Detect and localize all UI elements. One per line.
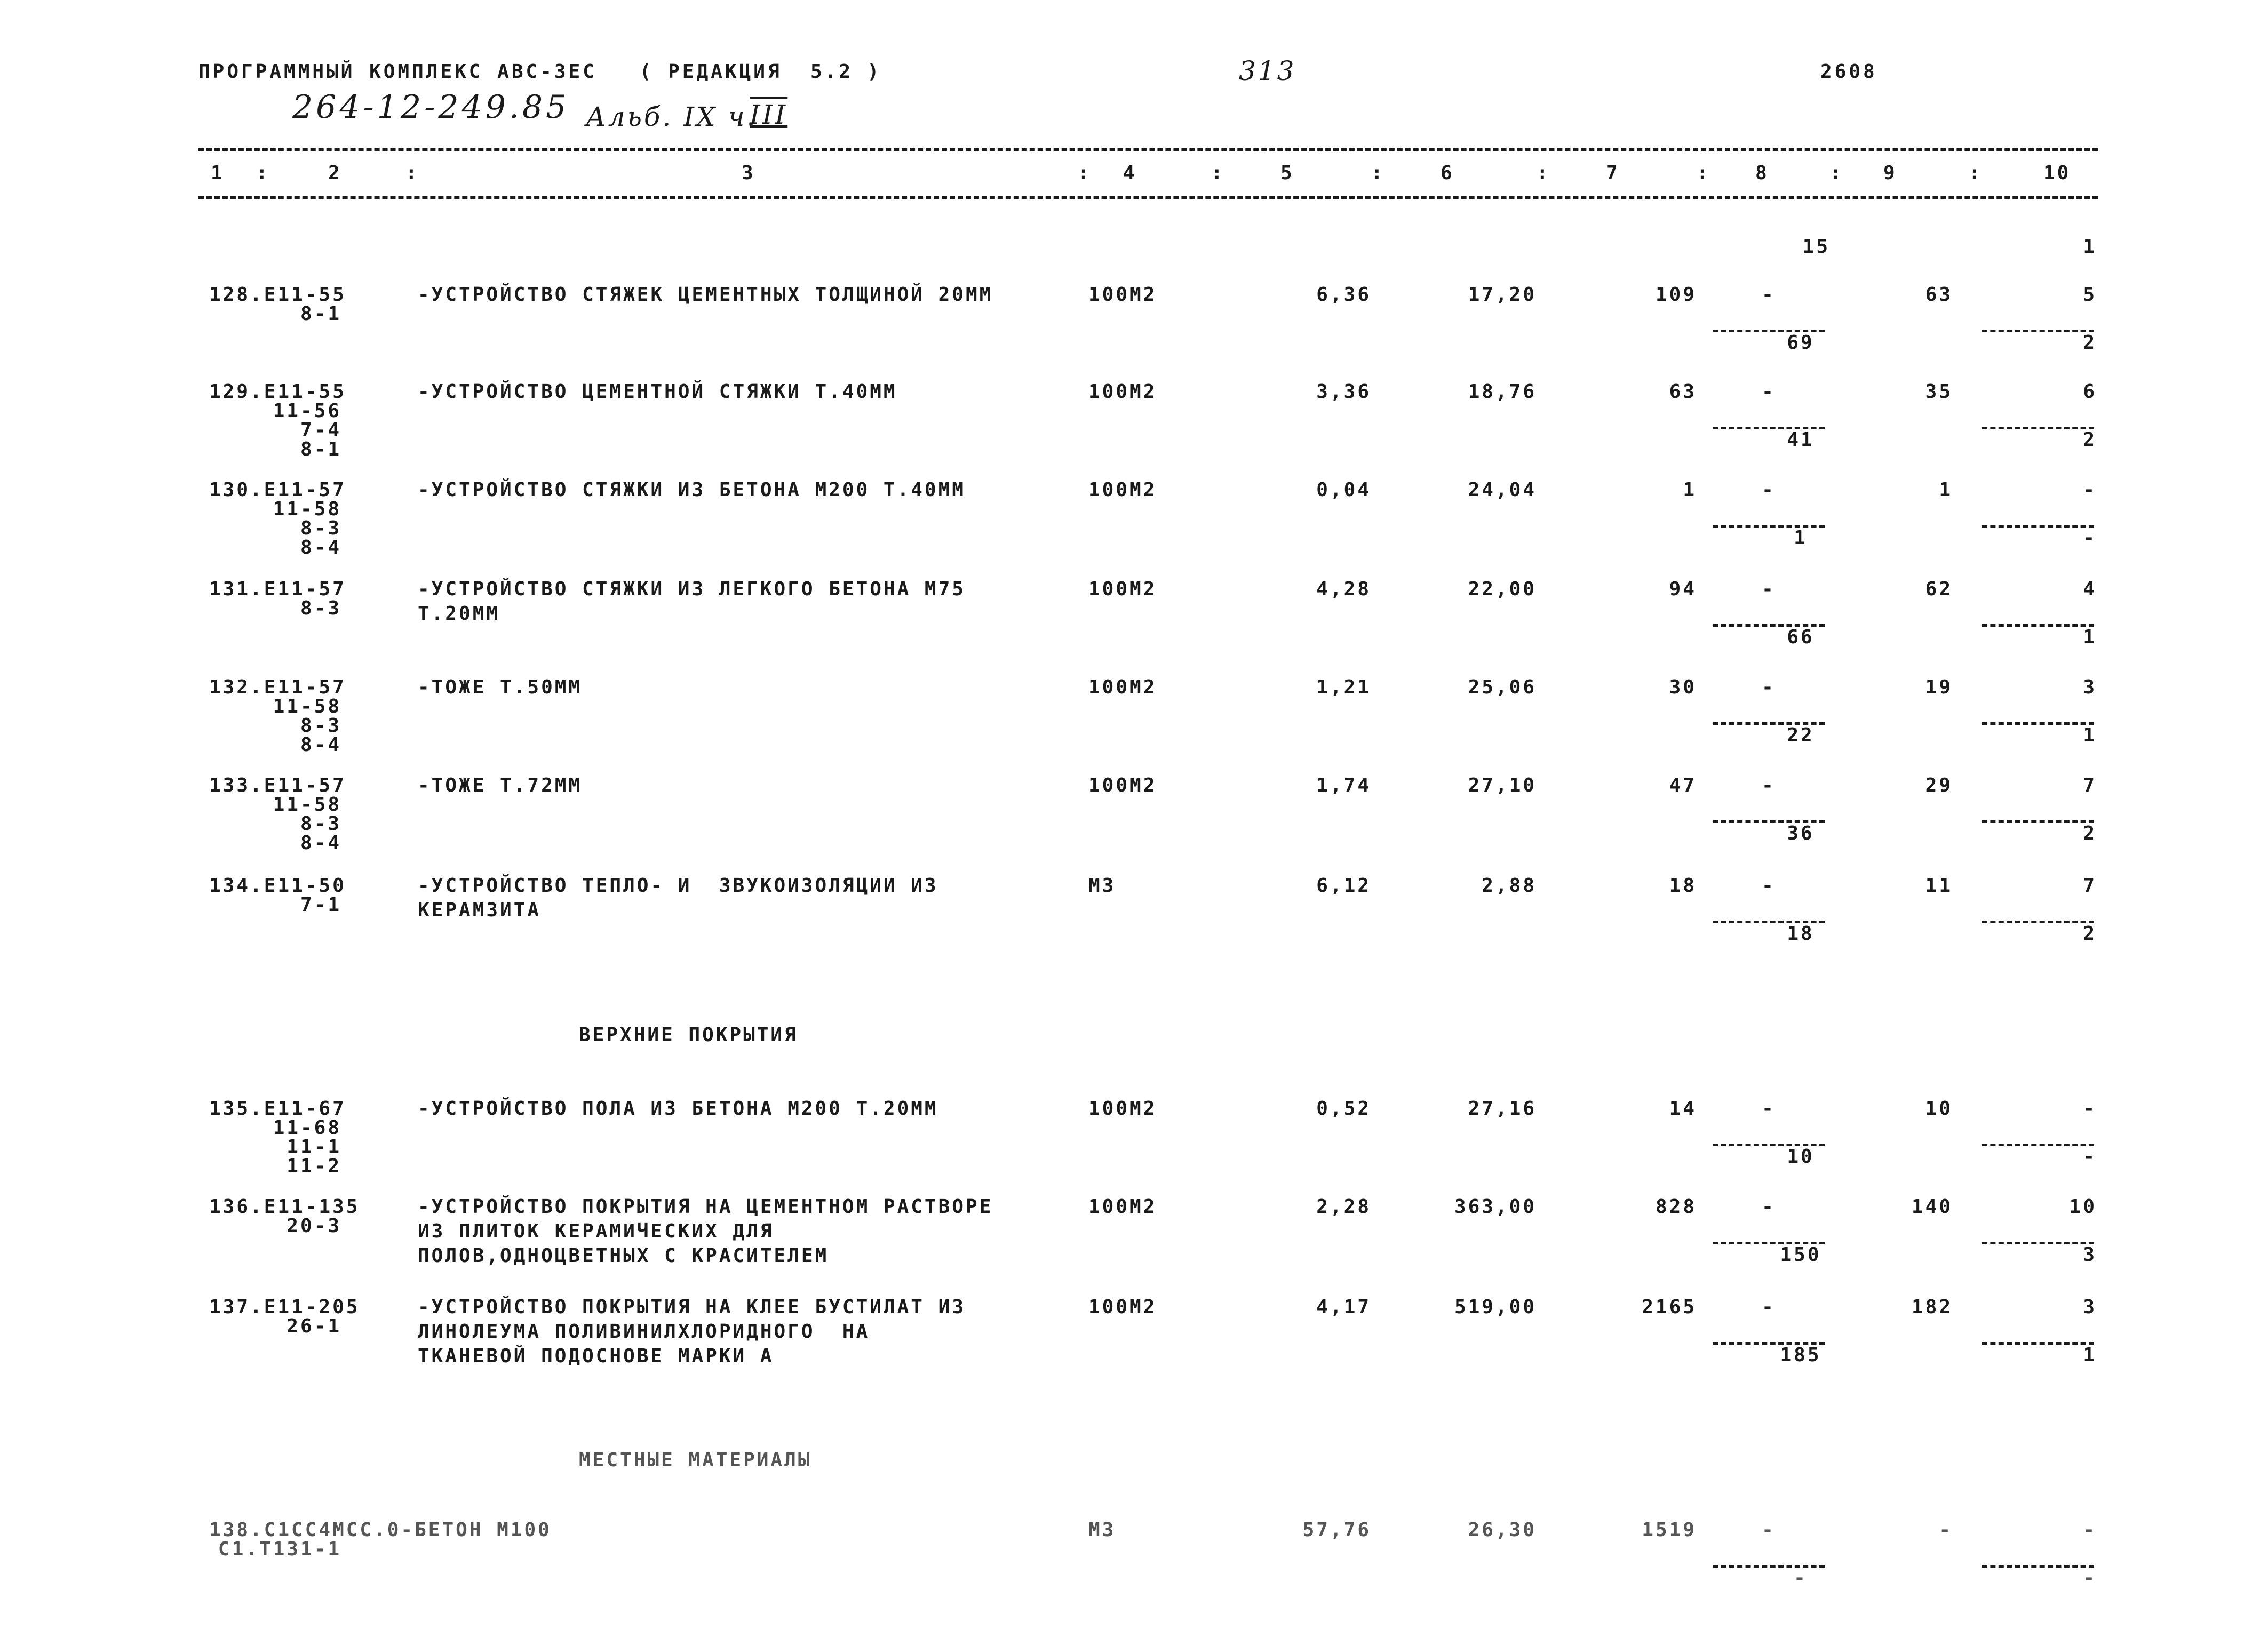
item-code: 136.Е11-135 bbox=[209, 1196, 360, 1218]
col10-denominator: - bbox=[2083, 1567, 2097, 1589]
item-total: 18 bbox=[1669, 875, 1697, 897]
item-code: 132.Е11-57 bbox=[209, 676, 346, 698]
header-rule-top bbox=[198, 148, 2098, 151]
col9-value: 11 bbox=[1925, 875, 1953, 897]
col8-numerator: - bbox=[1762, 1196, 1776, 1218]
item-subcode: 8-4 bbox=[300, 832, 341, 854]
item-description: -УСТРОЙСТВО СТЯЖЕК ЦЕМЕНТНЫХ ТОЛЩИНОЙ 20ММ bbox=[418, 284, 993, 306]
item-code: 130.Е11-57 bbox=[209, 479, 346, 501]
col10-numerator: 7 bbox=[2083, 875, 2097, 897]
item-quantity: 4,28 bbox=[1316, 578, 1371, 600]
col10-numerator: 5 bbox=[2083, 284, 2097, 306]
col10-numerator: 3 bbox=[2083, 676, 2097, 698]
col9-value: 140 bbox=[1911, 1196, 1953, 1218]
item-description: -УСТРОЙСТВО СТЯЖКИ ИЗ БЕТОНА М200 Т.40ММ bbox=[418, 479, 966, 501]
item-subcode: 11-58 bbox=[273, 498, 341, 520]
item-unit: 100М2 bbox=[1088, 479, 1157, 501]
item-subcode: 11-58 bbox=[273, 794, 341, 816]
column-number: 2 bbox=[328, 162, 342, 184]
item-subcode: 8-3 bbox=[300, 715, 341, 737]
item-subcode: 11-68 bbox=[273, 1117, 341, 1139]
column-separator: : bbox=[1537, 162, 1550, 184]
item-subcode: 8-1 bbox=[300, 303, 341, 325]
item-quantity: 6,12 bbox=[1316, 875, 1371, 897]
col10-denominator: 1 bbox=[2083, 724, 2097, 746]
col8-denominator: 185 bbox=[1780, 1344, 1821, 1366]
item-unit-price: 363,00 bbox=[1454, 1196, 1537, 1218]
item-unit-price: 2,88 bbox=[1482, 875, 1537, 897]
item-unit: 100М2 bbox=[1088, 284, 1157, 306]
col10-numerator: 3 bbox=[2083, 1296, 2097, 1318]
col8-numerator: - bbox=[1762, 479, 1776, 501]
album-note: Альб. IX ч. bbox=[586, 101, 758, 132]
column-separator: : bbox=[405, 162, 419, 184]
item-description: -ТОЖЕ Т.50ММ bbox=[418, 676, 583, 698]
item-subcode: 11-56 bbox=[273, 400, 341, 422]
item-unit: М3 bbox=[1088, 1519, 1116, 1541]
col10-numerator: 4 bbox=[2083, 578, 2097, 600]
item-subcode: 11-1 bbox=[287, 1136, 341, 1158]
item-quantity: 0,52 bbox=[1316, 1098, 1371, 1120]
item-subcode: 11-2 bbox=[287, 1155, 341, 1177]
col8-denominator: 1 bbox=[1794, 527, 1808, 549]
item-description: ТКАНЕВОЙ ПОДОСНОВЕ МАРКИ А bbox=[418, 1345, 774, 1367]
col10-numerator: 7 bbox=[2083, 774, 2097, 796]
item-total: 30 bbox=[1669, 676, 1697, 698]
col10-numerator: 6 bbox=[2083, 381, 2097, 403]
column-number: 3 bbox=[742, 162, 755, 184]
col8-numerator: - bbox=[1762, 676, 1776, 698]
col8-numerator: - bbox=[1762, 774, 1776, 796]
item-total: 47 bbox=[1669, 774, 1697, 796]
section-heading-top-coverings: ВЕРХНИЕ ПОКРЫТИЯ bbox=[579, 1024, 798, 1046]
item-subcode: 8-4 bbox=[300, 537, 341, 558]
item-unit-price: 26,30 bbox=[1468, 1519, 1537, 1541]
col9-value: - bbox=[1939, 1519, 1953, 1541]
col8-numerator: - bbox=[1762, 875, 1776, 897]
item-description: -УСТРОЙСТВО ЦЕМЕНТНОЙ СТЯЖКИ Т.40ММ bbox=[418, 381, 897, 403]
item-description: -УСТРОЙСТВО ТЕПЛО- И ЗВУКОИЗОЛЯЦИИ ИЗ bbox=[418, 875, 938, 897]
item-total: 1 bbox=[1683, 479, 1697, 501]
item-total: 63 bbox=[1669, 381, 1697, 403]
col9-value: 1 bbox=[1939, 479, 1953, 501]
item-code: 138.С1СС4МСС.0-БЕТОН М100 bbox=[209, 1519, 552, 1541]
col8-denominator: 41 bbox=[1787, 429, 1815, 451]
item-quantity: 1,21 bbox=[1316, 676, 1371, 698]
col8-denominator: 36 bbox=[1787, 822, 1815, 844]
column-separator: : bbox=[1371, 162, 1385, 184]
item-code: 128.Е11-55 bbox=[209, 284, 346, 306]
col10-numerator: - bbox=[2083, 1098, 2097, 1120]
item-subcode: 8-3 bbox=[300, 813, 341, 835]
item-code: 131.Е11-57 bbox=[209, 578, 346, 600]
col8-denominator: 18 bbox=[1787, 923, 1815, 945]
col9-value: 182 bbox=[1911, 1296, 1953, 1318]
item-code: 133.Е11-57 bbox=[209, 774, 346, 796]
item-code: 137.Е11-205 bbox=[209, 1296, 360, 1318]
item-subcode: 8-1 bbox=[300, 438, 341, 460]
col8-numerator: - bbox=[1762, 1519, 1776, 1541]
column-number: 8 bbox=[1755, 162, 1769, 184]
column-separator: : bbox=[1078, 162, 1092, 184]
col10-denominator: 2 bbox=[2083, 822, 2097, 844]
item-total: 1519 bbox=[1642, 1519, 1697, 1541]
column-number: 1 bbox=[211, 162, 225, 184]
column-separator: : bbox=[256, 162, 270, 184]
item-subcode: 7-1 bbox=[300, 894, 341, 916]
item-description: ИЗ ПЛИТОК КЕРАМИЧЕСКИХ ДЛЯ bbox=[418, 1220, 774, 1242]
item-unit: 100М2 bbox=[1088, 578, 1157, 600]
column-number: 10 bbox=[2043, 162, 2071, 184]
carry-col10: 1 bbox=[2083, 236, 2097, 258]
item-subcode: 26-1 bbox=[287, 1315, 341, 1337]
document-code: 2608 bbox=[1820, 61, 1877, 83]
col10-denominator: 3 bbox=[2083, 1244, 2097, 1266]
item-unit-price: 17,20 bbox=[1468, 284, 1537, 306]
item-subcode: 7-4 bbox=[300, 419, 341, 441]
col10-denominator: - bbox=[2083, 1146, 2097, 1168]
item-subcode: 8-3 bbox=[300, 597, 341, 619]
column-separator: : bbox=[1697, 162, 1710, 184]
item-quantity: 57,76 bbox=[1302, 1519, 1371, 1541]
item-description: -УСТРОЙСТВО СТЯЖКИ ИЗ ЛЕГКОГО БЕТОНА М75 bbox=[418, 578, 966, 600]
item-unit-price: 25,06 bbox=[1468, 676, 1537, 698]
page-number: 313 bbox=[1239, 55, 1296, 86]
program-title: ПРОГРАММНЫЙ КОМПЛЕКС АВС-ЗЕС ( РЕДАКЦИЯ 5.2 ) bbox=[198, 61, 882, 83]
item-code: 135.Е11-67 bbox=[209, 1098, 346, 1120]
item-description: -ТОЖЕ Т.72ММ bbox=[418, 774, 583, 796]
item-quantity: 3,36 bbox=[1316, 381, 1371, 403]
item-subcode: 20-3 bbox=[287, 1215, 341, 1237]
item-description: ПОЛОВ,ОДНОЦВЕТНЫХ С КРАСИТЕЛЕМ bbox=[418, 1245, 829, 1267]
col8-denominator: 10 bbox=[1787, 1146, 1815, 1168]
col9-value: 10 bbox=[1925, 1098, 1953, 1120]
col9-value: 29 bbox=[1925, 774, 1953, 796]
item-total: 14 bbox=[1669, 1098, 1697, 1120]
col10-denominator: 2 bbox=[2083, 429, 2097, 451]
item-total: 2165 bbox=[1642, 1296, 1697, 1318]
item-unit-price: 27,16 bbox=[1468, 1098, 1537, 1120]
item-description: -УСТРОЙСТВО ПОКРЫТИЯ НА ЦЕМЕНТНОМ РАСТВОРЕ bbox=[418, 1196, 993, 1218]
item-quantity: 1,74 bbox=[1316, 774, 1371, 796]
item-quantity: 4,17 bbox=[1316, 1296, 1371, 1318]
section-heading-local-materials: МЕСТНЫЕ МАТЕРИАЛЫ bbox=[579, 1449, 812, 1471]
item-description: КЕРАМЗИТА bbox=[418, 899, 542, 921]
col8-denominator: - bbox=[1794, 1567, 1808, 1589]
col8-denominator: 22 bbox=[1787, 724, 1815, 746]
item-total: 109 bbox=[1655, 284, 1697, 306]
col8-numerator: - bbox=[1762, 381, 1776, 403]
item-unit: 100М2 bbox=[1088, 1098, 1157, 1120]
col8-denominator: 150 bbox=[1780, 1244, 1821, 1266]
column-separator: : bbox=[1830, 162, 1844, 184]
col8-numerator: - bbox=[1762, 284, 1776, 306]
item-unit-price: 18,76 bbox=[1468, 381, 1537, 403]
carry-col8: 15 bbox=[1802, 236, 1830, 258]
item-quantity: 0,04 bbox=[1316, 479, 1371, 501]
item-total: 94 bbox=[1669, 578, 1697, 600]
col10-numerator: - bbox=[2083, 1519, 2097, 1541]
column-number: 9 bbox=[1883, 162, 1897, 184]
item-unit-price: 519,00 bbox=[1454, 1296, 1537, 1318]
album-part: III bbox=[750, 99, 788, 130]
item-unit: 100М2 bbox=[1088, 1196, 1157, 1218]
column-number: 4 bbox=[1123, 162, 1137, 184]
col9-value: 62 bbox=[1925, 578, 1953, 600]
col10-denominator: 2 bbox=[2083, 332, 2097, 354]
item-description: ЛИНОЛЕУМА ПОЛИВИНИЛХЛОРИДНОГО НА bbox=[418, 1321, 870, 1343]
item-description: -УСТРОЙСТВО ПОКРЫТИЯ НА КЛЕЕ БУСТИЛАТ ИЗ bbox=[418, 1296, 966, 1318]
col8-denominator: 66 bbox=[1787, 626, 1815, 648]
item-total: 828 bbox=[1655, 1196, 1697, 1218]
col10-denominator: 1 bbox=[2083, 1344, 2097, 1366]
col8-denominator: 69 bbox=[1787, 332, 1815, 354]
item-code: 134.Е11-50 bbox=[209, 875, 346, 897]
header-rule-bottom bbox=[198, 196, 2098, 199]
item-unit: 100М2 bbox=[1088, 1296, 1157, 1318]
col9-value: 19 bbox=[1925, 676, 1953, 698]
item-subcode: С1.Т131-1 bbox=[218, 1538, 341, 1560]
column-number: 7 bbox=[1606, 162, 1620, 184]
col10-denominator: - bbox=[2083, 527, 2097, 549]
column-number: 6 bbox=[1441, 162, 1454, 184]
item-quantity: 6,36 bbox=[1316, 284, 1371, 306]
item-subcode: 11-58 bbox=[273, 696, 341, 717]
col10-denominator: 2 bbox=[2083, 923, 2097, 945]
column-number: 5 bbox=[1280, 162, 1294, 184]
item-code: 129.Е11-55 bbox=[209, 381, 346, 403]
item-subcode: 8-3 bbox=[300, 517, 341, 539]
item-unit: 100М2 bbox=[1088, 774, 1157, 796]
column-separator: : bbox=[1211, 162, 1225, 184]
item-quantity: 2,28 bbox=[1316, 1196, 1371, 1218]
item-unit-price: 27,10 bbox=[1468, 774, 1537, 796]
col9-value: 63 bbox=[1925, 284, 1953, 306]
item-unit: 100М2 bbox=[1088, 676, 1157, 698]
item-unit: М3 bbox=[1088, 875, 1116, 897]
album-number: 264-12-249.85 bbox=[292, 89, 570, 126]
col8-numerator: - bbox=[1762, 1296, 1776, 1318]
col9-value: 35 bbox=[1925, 381, 1953, 403]
column-separator: : bbox=[1969, 162, 1983, 184]
item-unit-price: 24,04 bbox=[1468, 479, 1537, 501]
item-unit: 100М2 bbox=[1088, 381, 1157, 403]
item-description: Т.20ММ bbox=[418, 603, 500, 625]
col8-numerator: - bbox=[1762, 1098, 1776, 1120]
col10-numerator: 10 bbox=[2069, 1196, 2097, 1218]
col10-denominator: 1 bbox=[2083, 626, 2097, 648]
col10-numerator: - bbox=[2083, 479, 2097, 501]
item-unit-price: 22,00 bbox=[1468, 578, 1537, 600]
col8-numerator: - bbox=[1762, 578, 1776, 600]
item-description: -УСТРОЙСТВО ПОЛА ИЗ БЕТОНА М200 Т.20ММ bbox=[418, 1098, 938, 1120]
item-subcode: 8-4 bbox=[300, 734, 341, 756]
